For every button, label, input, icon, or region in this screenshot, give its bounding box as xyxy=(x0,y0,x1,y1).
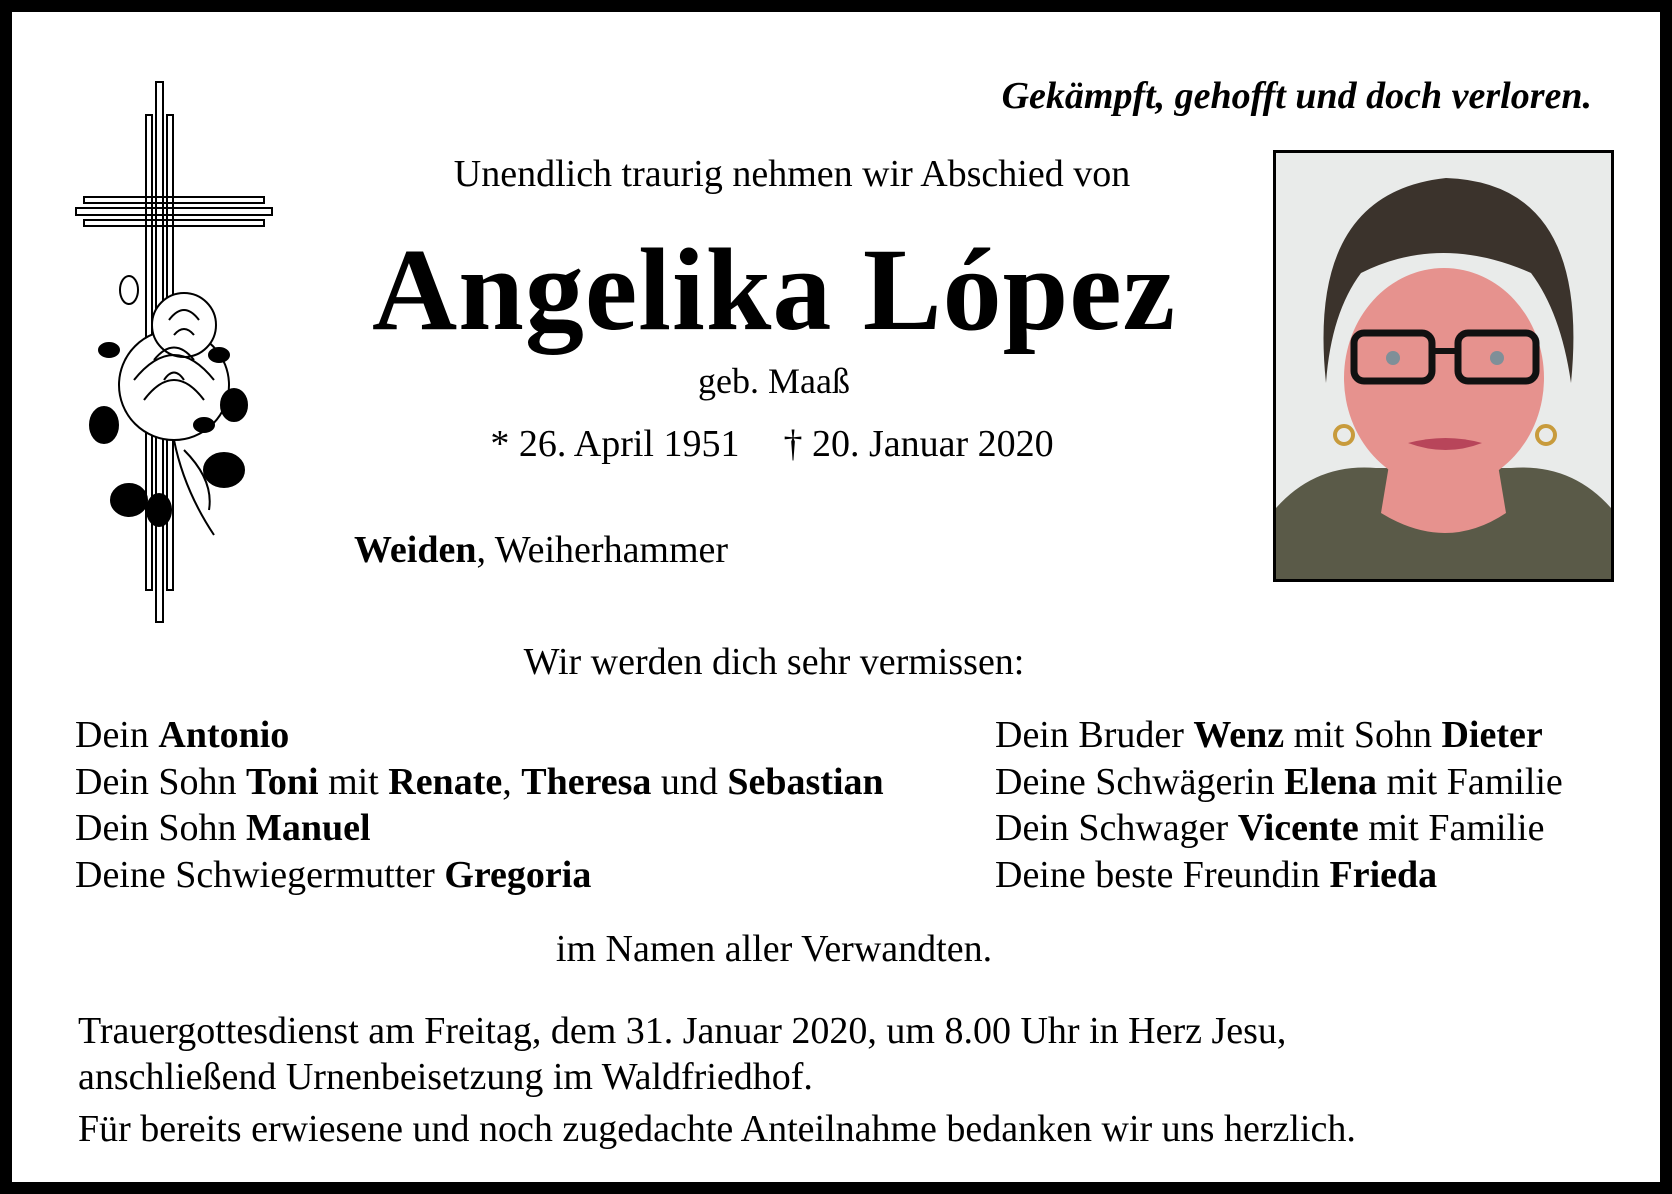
mourner-name: Sebastian xyxy=(727,760,884,803)
mourners-right xyxy=(995,712,1563,898)
mourner-text: Dein xyxy=(75,714,159,756)
mourner-text: mit xyxy=(318,760,389,803)
mourner-line xyxy=(75,852,884,899)
motto: Gekämpft, gehofft und doch verloren. xyxy=(1001,75,1592,117)
place-separator: , xyxy=(476,529,495,571)
mourner-name: Renate xyxy=(388,760,503,803)
cross-with-rose-icon xyxy=(74,80,274,625)
birth-date: * 26. April 1951 xyxy=(490,423,740,465)
mourner-text: Deine Schwiegermutter xyxy=(75,853,445,896)
mourner-text: und xyxy=(651,760,728,803)
mourner-name: Antonio xyxy=(158,714,290,756)
mourner-name: Frieda xyxy=(1329,853,1438,896)
mourner-text: Deine beste Freundin xyxy=(995,853,1330,896)
life-dates xyxy=(392,422,1152,466)
service-line-2: anschließend Urnenbeisetzung im Waldfriedhof. xyxy=(78,1056,813,1098)
mourner-line xyxy=(75,805,884,852)
mourner-name: Manuel xyxy=(246,807,371,849)
mourner-line xyxy=(995,712,1563,759)
service-line-1: Trauergottesdienst am Freitag, dem 31. Januar 2020, um 8.00 Uhr in Herz Jesu, xyxy=(78,1010,1287,1052)
mourner-name: Gregoria xyxy=(444,853,592,896)
mourner-name: Wenz xyxy=(1193,714,1285,756)
miss-line: Wir werden dich sehr vermissen: xyxy=(523,641,1025,683)
mourner-text: Dein Bruder xyxy=(995,714,1194,756)
mourner-name: Elena xyxy=(1284,760,1378,803)
mourner-name: Dieter xyxy=(1441,714,1543,756)
mourner-line xyxy=(995,805,1563,852)
portrait-image xyxy=(1276,153,1611,579)
portrait-photo xyxy=(1273,150,1614,582)
mourner-name: Vicente xyxy=(1237,807,1359,849)
mourner-text: Dein Sohn xyxy=(75,807,246,849)
mourner-name: Theresa xyxy=(521,760,652,803)
mourner-text: , xyxy=(502,760,522,803)
mourner-text: Dein Schwager xyxy=(995,807,1238,849)
intro-text: Unendlich traurig nehmen wir Abschied von xyxy=(453,153,1131,195)
place xyxy=(354,528,728,572)
maiden-name: geb. Maaß xyxy=(698,361,850,401)
place-primary: Weiden xyxy=(354,529,477,571)
thanks-line: Für bereits erwiesene und noch zugedachte Anteilnahme bedanken wir uns herzlich. xyxy=(78,1108,1356,1150)
death-date: † 20. Januar 2020 xyxy=(783,423,1054,465)
mourner-text: mit Familie xyxy=(1377,760,1563,803)
mourner-text: mit Familie xyxy=(1358,807,1545,849)
mourner-line xyxy=(75,759,884,806)
mourner-text: mit Sohn xyxy=(1284,714,1442,756)
place-secondary: Weiherhammer xyxy=(494,529,729,571)
mourner-line xyxy=(75,712,884,759)
mourners-left xyxy=(75,712,884,898)
mourner-text: Dein Sohn xyxy=(75,760,246,803)
deceased-name: Angelika López xyxy=(372,224,1176,355)
mourner-line xyxy=(995,759,1563,806)
mourner-name: Toni xyxy=(246,760,319,803)
service-info xyxy=(78,1008,1286,1100)
relatives-line: im Namen aller Verwandten. xyxy=(555,928,993,970)
mourner-line xyxy=(995,852,1563,899)
mourner-text: Deine Schwägerin xyxy=(995,760,1285,803)
